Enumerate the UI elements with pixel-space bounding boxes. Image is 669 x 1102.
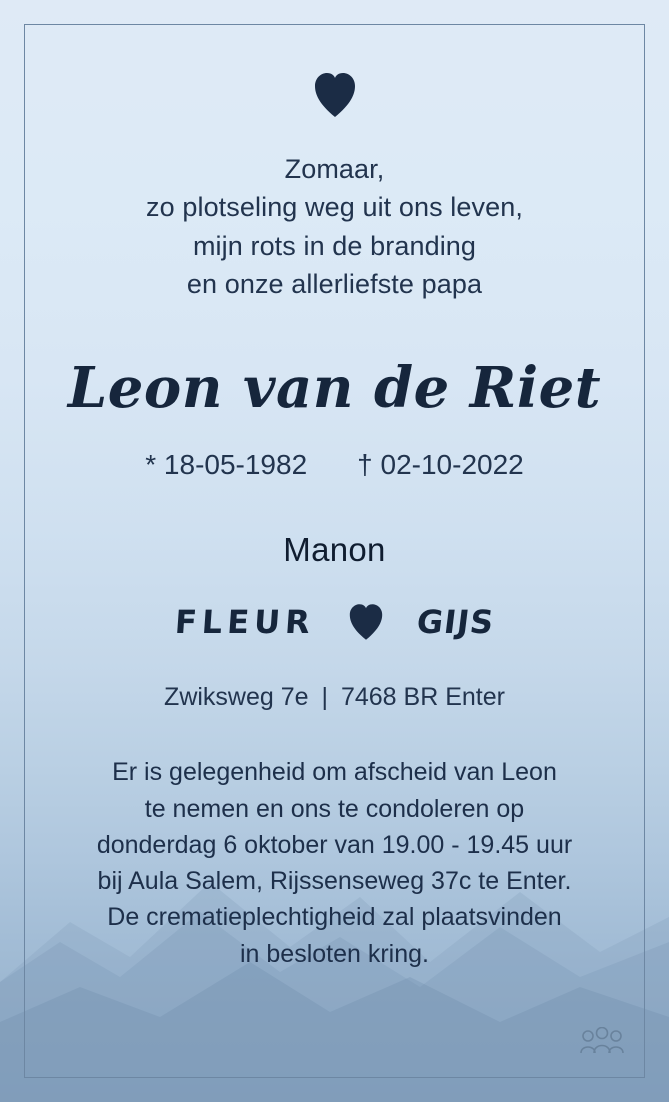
child-name-right: GIJS <box>414 603 497 642</box>
deceased-name: Leon van de Riet <box>67 355 602 422</box>
service-info-line: De crematieplechtigheid zal plaatsvinden <box>107 903 562 932</box>
service-info-line: donderdag 6 oktober van 19.00 - 19.45 uur <box>96 830 573 859</box>
service-info-line: te nemen en ons te condoleren op <box>144 794 525 823</box>
poem-line: en onze allerliefste papa <box>186 268 483 299</box>
children-names <box>173 603 497 642</box>
service-info-line: Er is gelegenheid om afscheid van Leon <box>112 758 557 787</box>
poem-line: Zomaar, <box>284 154 385 184</box>
address-city: 7468 BR Enter <box>340 683 505 712</box>
child-name-left: FLEUR <box>173 603 317 642</box>
service-info-line: bij Aula Salem, Rijssenseweg 37c te Enter. <box>97 867 572 896</box>
poem-line: zo plotseling weg uit ons leven, <box>146 192 523 223</box>
address-line <box>164 683 505 712</box>
partner-name: Manon <box>283 531 386 569</box>
heart-icon <box>349 603 383 641</box>
service-info-line: in besloten kring. <box>239 939 429 968</box>
service-info <box>97 754 572 972</box>
life-dates <box>145 449 523 481</box>
address-separator: | <box>321 683 328 712</box>
poem-line: mijn rots in de branding <box>192 230 477 261</box>
poem-text <box>146 150 523 303</box>
address-street: Zwiksweg 7e <box>164 683 309 712</box>
birth-date: * 18-05-1982 <box>145 449 308 481</box>
heart-icon <box>314 72 356 118</box>
death-date: † 02-10-2022 <box>357 449 524 481</box>
